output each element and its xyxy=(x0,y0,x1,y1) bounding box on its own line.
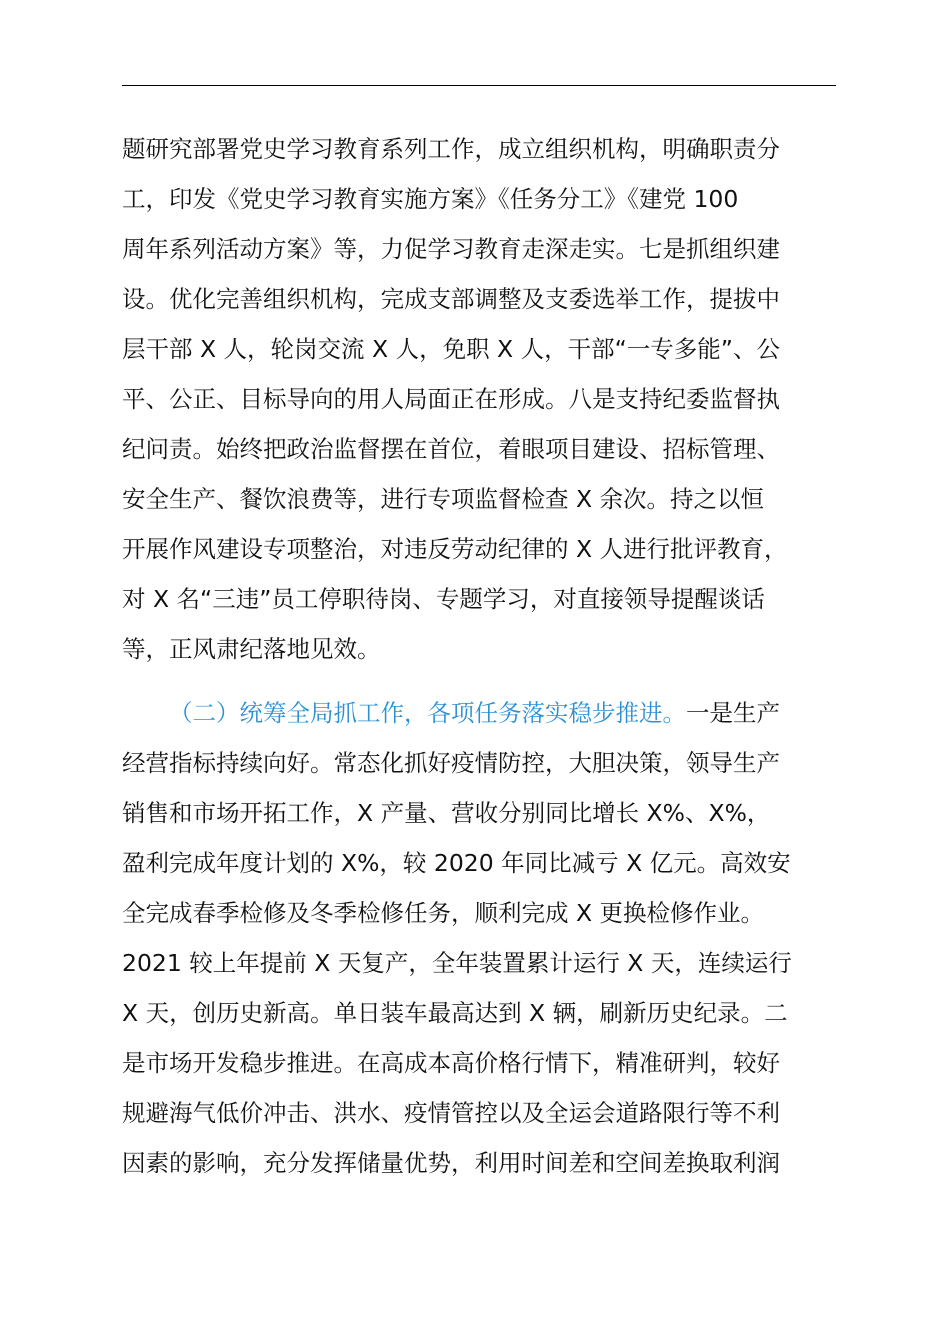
header-rule xyxy=(122,85,836,86)
text-line: 对 X 名“三违”员工停职待岗、专题学习，对直接领导提醒谈话 xyxy=(122,585,765,613)
text-line: 纪问责。始终把政治监督摆在首位，着眼项目建设、招标管理、 xyxy=(122,435,780,463)
paragraph-gap xyxy=(122,674,836,688)
paragraph-1 xyxy=(122,124,836,674)
text-line: 销售和市场开拓工作，X 产量、营收分别同比增长 X%、X%， xyxy=(122,799,771,827)
text-line-first xyxy=(122,688,836,738)
text-line: 规避海气低价冲击、洪水、疫情管控以及全运会道路限行等不利 xyxy=(122,1099,780,1127)
text-line: X 天，创历史新高。单日装车最高达到 X 辆，刷新历史纪录。二 xyxy=(122,999,788,1027)
text-line: 开展作风建设专项整治，对违反劳动纪律的 X 人进行批评教育， xyxy=(122,535,788,563)
section-heading: （二）统筹全局抓工作，各项任务落实稳步推进。 xyxy=(169,699,686,727)
text-line: 设。优化完善组织机构，完成支部调整及支委选举工作，提拔中 xyxy=(122,285,780,313)
text-line: 盈利完成年度计划的 X%，较 2020 年同比减亏 X 亿元。高效安 xyxy=(122,849,791,877)
text-line: 是市场开发稳步推进。在高成本高价格行情下，精准研判，较好 xyxy=(122,1049,780,1077)
text-line: 因素的影响，充分发挥储量优势，利用时间差和空间差换取利润 xyxy=(122,1149,780,1177)
text-line: 工，印发《党史学习教育实施方案》《任务分工》《建党 100 xyxy=(122,185,739,213)
text-line: 平、公正、目标导向的用人局面正在形成。八是支持纪委监督执 xyxy=(122,385,780,413)
text-line: 层干部 X 人，轮岗交流 X 人，免职 X 人，干部“一专多能”、公 xyxy=(122,335,780,363)
text-line: 2021 较上年提前 X 天复产，全年装置累计运行 X 天，连续运行 xyxy=(122,949,792,977)
text-line: 题研究部署党史学习教育系列工作，成立组织机构，明确职责分 xyxy=(122,135,780,163)
body-text xyxy=(122,124,836,1188)
text-line: 等，正风肃纪落地见效。 xyxy=(122,635,381,663)
text-line: 安全生产、餐饮浪费等，进行专项监督检查 X 余次。持之以恒 xyxy=(122,485,765,513)
text-line: 经营指标持续向好。常态化抓好疫情防控，大胆决策，领导生产 xyxy=(122,749,780,777)
text-line: 周年系列活动方案》等，力促学习教育走深走实。七是抓组织建 xyxy=(122,235,780,263)
heading-line-rest: 一是生产 xyxy=(686,699,780,727)
paragraph-2 xyxy=(122,688,836,1188)
text-line: 全完成春季检修及冬季检修任务，顺利完成 X 更换检修作业。 xyxy=(122,899,765,927)
